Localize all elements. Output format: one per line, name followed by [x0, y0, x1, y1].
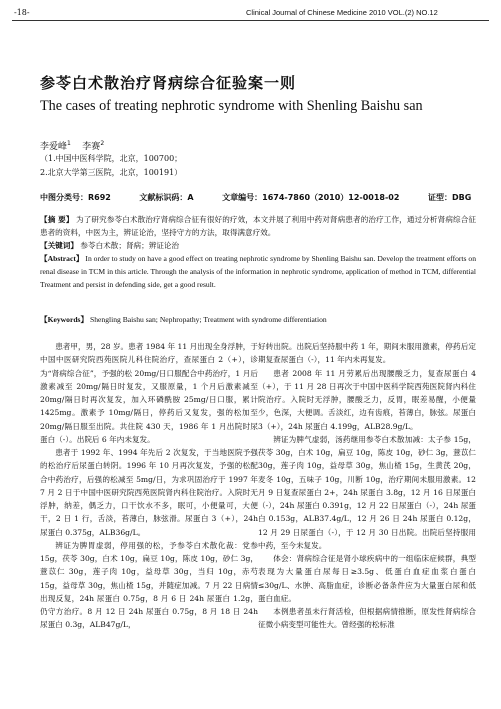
- body-paragraph: 体会：肾病综合征是肾小球疾病中的一组临床症候群，典型表现为大量蛋白尿每日≥3.5g、低蛋白血症血浆白蛋白≤30g/L、水肿、高脂血症，诊断必备条件应为大量蛋白尿和低蛋白血症。: [258, 554, 476, 603]
- keywords-chinese: [40, 240, 179, 251]
- body-paragraph: 好转出院。出院后坚持服中药 1 年，期间未服用激素，停药后定期复查尿蛋白（-），11 年内未再复发。: [258, 342, 476, 365]
- body-paragraph: 患者 2008 年 11 月劳累后出现腰酸乏力，复查尿蛋白 4（+），于 11 月 28 日再次于中国中医科学院西苑医院肾内科住院治疗。入院时无浮肿，腰酸乏力，反胃，眠差易醒，小便量少，色深，大便调。舌淡红，边有齿痕，苔薄白，脉弦。尿蛋白 3（+），24h 尿蛋白 4.199g，ALB28.9g/L。: [258, 368, 476, 431]
- keywords-en-text: Shengling Baishu san; Nephropathy; Treatment with syndrome differentiation: [90, 315, 327, 324]
- body-column-left: [40, 340, 258, 632]
- title-chinese: 参苓白术散治疗肾病综合征验案一则: [40, 74, 297, 92]
- abstract-zh-text: 为了研究参苓白术散治疗肾病综合征有很好的疗效，本文并展了利用中药对肾病患者的治疗工作，通过分析肾病综合征患者的资料，中医为主，辨证论治，坚持守方的方法，取得满意疗效。: [40, 215, 476, 238]
- abstract-zh-label: 【摘 要】: [40, 215, 74, 224]
- title-english: The cases of treating nephrotic syndrome with Shenling Baishu san: [40, 98, 423, 114]
- article-number: 文章编号：1674-7860（2010）12-0018-02: [222, 193, 400, 202]
- body-paragraph: 辨证为脾气虚弱，汤药继用参苓白术散加减：太子参 15g，茯苓 30g，白术 10g，扁豆 10g，陈皮 10g，砂仁 3g，薏苡仁 30g，莲子肉 10g，益母草 30g，焦山楂 15g，生黄芪 20g，麦冬 10g，五味子 10g，川断 10g，治疗期间未服用激素。12 月 9 日复查尿蛋白 2+，24h 尿蛋白 3.8g，12 月 16 日尿蛋白（-），24h 尿蛋白 0.391g，12 月 22 日尿蛋白（-），24h 尿蛋白 0.153g，ALB37.4g/L，12 月 26 日 24h 尿蛋白 0.12g，12 月 29 日尿蛋白（-），于 12 月 30 日出院。出院后坚持服用中药，至今未复发。: [258, 434, 476, 550]
- body-paragraph: 患者甲，男，28 岁。患者 1984 年 11 月出现全身浮肿，于中国中医研究院西苑医院儿科住院治疗，查尿蛋白 2（+），诊为“肾病综合征”，予强的松 20mg/日口服配合中药治疗，1 月后激素减至 20mg/隔日时复发，又服原量，1 个月后激素减至 20mg/隔日时再次复发，加入环磷酰胺 25mg/日口服，累计 1425mg。激素予 10mg/隔日，停药后又复发，强的松加至 20mg/隔日服至出院。共住院 430 天，1986 年 1 月出院时尿蛋白（-）。出院后 6 年内未复发。: [40, 342, 258, 444]
- abstract-en-text: In order to study on have a good effect on treating nephrotic syndrome by Shenling Baishu san. Develop the treatment efforts on renal disease in TCM in this article. Through the analysis of the information in nephrotic syndrome, application of method in TCM, differential Treatment and persist in defending side, get a good result.: [40, 254, 477, 290]
- author-1: 李爱峰: [40, 142, 68, 152]
- author-2-affil-mark: 2: [100, 140, 105, 147]
- page-number: -18-: [14, 8, 30, 17]
- author-line: [40, 139, 104, 152]
- body-paragraph: 本例患者虽未行肾活检，但根据病情推断，原发性肾病综合征微小病变型可能性大。曾经强的松标准: [258, 607, 476, 630]
- body-paragraph: 患者于 1992 年、1994 年先后 2 次复发，于当地医院予强的松治疗后尿蛋白转阴。1996 年 10 月再次复发，予强的松配合中药治疗，后强的松减至 5mg/日，为求巩固治疗于 1997 年 7 月 2 日于中国中医研究院西苑医院肾内科住院治疗。入院时无浮肿，纳差，偶乏力，口干饮水不多，眠可，小便量可，大便干，2 日 1 行，舌淡，苔薄白，脉弦滑。尿蛋白 3（+），24h 尿蛋白 0.375g，ALB36g/L。: [40, 448, 258, 537]
- keywords-english: [40, 314, 327, 325]
- keywords-zh-label: 【关键词】: [40, 241, 78, 250]
- journal-name: Clinical Journal of Chinese Medicine 2010 VOL.(2) NO.12: [246, 8, 438, 17]
- abstract-english: [40, 252, 476, 292]
- keywords-zh-text: 参苓白术散；肾病；辨证论治: [80, 241, 180, 250]
- clc-number: 中图分类号：R692: [40, 193, 111, 202]
- document-code: 文献标识码：A: [139, 193, 194, 202]
- abstract-chinese: [40, 213, 476, 239]
- author-1-affil-mark: 1: [67, 140, 71, 147]
- body-paragraph: 辨证为脾胃虚弱，停用强的松，予参苓白术散化裁：党参 15g，茯苓 30g，白术 10g，扁豆 10g，陈皮 10g，砂仁 3g，薏苡仁 30g，莲子肉 10g，益母草 30g，当归 10g，赤芍 15g，益母草 30g，焦山楂 15g，并随症加减。7 月 22 日病情出现反复，24h 尿蛋白 0.75g，8 月 6 日 24h 尿蛋白 1.2g，仍守方治疗。8 月 12 日 24h 尿蛋白 0.75g，8 月 18 日 24h 尿蛋白 0.3g，ALB47g/L，: [40, 540, 258, 630]
- abstract-en-label: 【Abstract】: [40, 254, 84, 263]
- article-meta: [40, 192, 497, 203]
- body-column-right: [258, 340, 476, 632]
- keywords-en-label: 【Keywords】: [40, 315, 89, 324]
- header-rule: [12, 20, 489, 21]
- running-header: [0, 0, 501, 24]
- affiliation-1: （1.中国中医科学院，北京，100700；: [40, 154, 183, 163]
- affiliation-2: 2.北京大学第三医院，北京，100191）: [40, 168, 183, 177]
- evidence-type: 证型：DBG: [428, 193, 472, 202]
- author-2: 李赛: [82, 142, 101, 152]
